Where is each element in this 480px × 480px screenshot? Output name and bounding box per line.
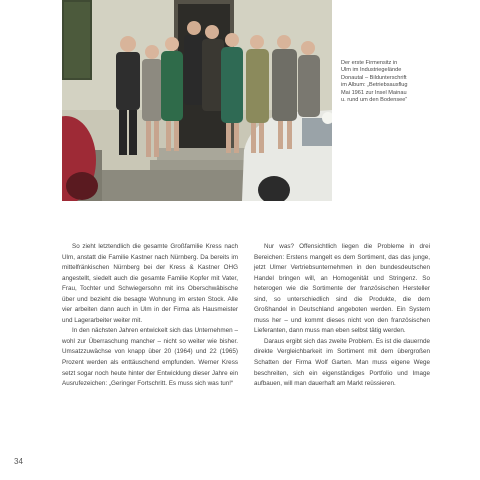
caption-line: im Album: „Betriebsausflug: [341, 82, 408, 89]
left-text-column: [62, 242, 238, 390]
photo-illustration: [62, 0, 332, 201]
photo-caption: [341, 60, 441, 104]
caption-line: Ulm im Industriegelände: [341, 67, 402, 74]
caption-line: Der erste Firmensitz in: [341, 60, 398, 66]
right-text-column: [254, 242, 430, 390]
paragraph: Nur was? Offensichtlich liegen die Probleme in drei Bereichen: Erstens mangelt es dem Sortiment, das das junge, jetzt Ulmer Vertriebsunternehmen in den bundesdeutschen Handel bringen will, an Homogenität und Stringenz. So heterogen wie die Sortimente der französischen Hersteller sind, so unterschiedlich sind die Produkte, die dem Großhandel in Deutschland angeboten werden. Ein System muss her – und kommt dieses nicht von den französischen Lieferanten, dann muss man eben selbst tätig werden.: [254, 243, 430, 335]
caption-line: Donautal – Bildunterschrift: [341, 74, 407, 81]
paragraph: In den nächsten Jahren entwickelt sich das Unternehmen – wohl zur Überraschung mancher – nicht so weiter wie bisher. Umsatzzuwächse von knapp über 20 (1964) und 22 (1965) Prozent werden als enttäuschend empfunden. Werner Kress setzt sogar noch heute hinter der Entwicklung dieser Jahre ein Ausrufezeichen: „Geringer Fortschritt. Es muss sich was tun!“: [62, 327, 238, 388]
paragraph: Daraus ergibt sich das zweite Problem. Es ist die dauernde direkte Vergleichbarkeit im Sortiment mit dem übergroßen Schatten der Firma Wolf Garten. Man muss eigene Wege beschreiten, sich ein eigenständiges Portfolio und Image aufbauen, will man dauerhaft am Markt reüssieren.: [254, 337, 430, 388]
paragraph: So zieht letztendlich die gesamte Großfamilie Kress nach Ulm, anstatt die Familie Kastner nach Nürnberg. Da bereits im mittelfränkischen Nürnberg bei der Kress & Kastner OHG angestellt, siedelt auch die gesamte Familie Kopfer mit Vater, Frau, Tochter und Schwiegersohn mit ins Oberschwäbische über und bezieht die besagte Wohnung im ersten Stock. Alle vier arbeiten dann auch in Ulm in der Firma als Hausmeister und Lagerarbeiter weiter mit.: [62, 243, 238, 324]
caption-line: u. rund um den Bodensee“: [341, 97, 408, 104]
page-number: 34: [14, 457, 23, 466]
caption-line: Mai 1961 zur Insel Mainau: [341, 89, 407, 96]
family-group-photo: [62, 0, 332, 201]
